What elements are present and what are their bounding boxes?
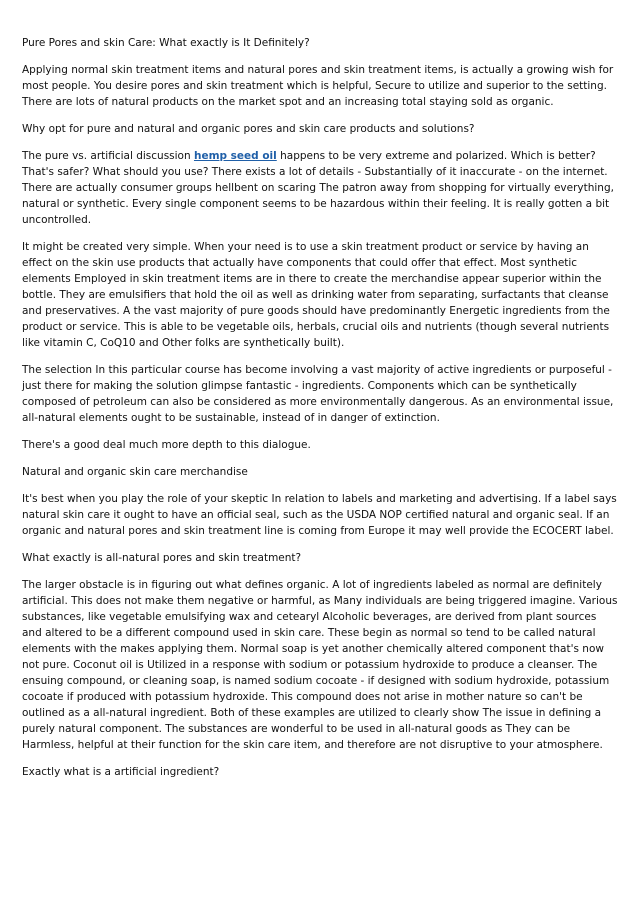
question-all-natural: What exactly is all-natural pores and skin treatment?	[22, 552, 302, 564]
skeptic-paragraph: It's best when you play the role of your skeptic In relation to labels and marketing and advertising. If a label says natural skin care it ought to have an official seal, such as the USDA NOP certified natural and organic seal. If an organic and natural pores and skin treatment line is coming from Europe it may well provide the ECOCERT label.	[22, 493, 617, 537]
intro-paragraph: Applying normal skin treatment items and natural pores and skin treatment items, is actually a growing wish for most people. You desire pores and skin treatment which is helpful, Secure to utilize and superior to the setting. There are lots of natural products on the market spot and an increasing total staying sold as organic.	[22, 64, 614, 108]
selection-paragraph: The selection In this particular course has become involving a vast majority of active ingredients or purposeful - just there for making the solution glimpse fantastic - ingredients. Components which can be synthetically composed of petroleum can also be considered as more environmentally dangerous. As an environmental issue, all-natural elements ought to be sustainable, instead of in danger of extinction.	[22, 364, 614, 424]
depth-note: There's a good deal much more depth to this dialogue.	[22, 439, 311, 451]
heading-pure-pores: Pure Pores and skin Care: What exactly is It Definitely?	[22, 37, 310, 49]
discussion-text-end: happens to be very extreme and polarized. Which is better? That's safer? What should you use? There exists a lot of details - Substantially of it inaccurate - on the internet. There are actually consumer groups hellbent on scaring The patron away from shopping for virtually everything, natural or synthetic. Every single component seems to be hazardous within their feeling. It is really gotten a bit uncontrolled.	[22, 150, 614, 226]
document-page	[22, 35, 618, 791]
discussion-text-start: The pure vs. artificial discussion	[22, 150, 194, 162]
discussion-paragraph	[22, 148, 618, 228]
hemp-seed-oil-link[interactable]: hemp seed oil	[193, 150, 277, 162]
question-artificial: Exactly what is a artificial ingredient?	[22, 766, 220, 778]
heading-organic-merchandise: Natural and organic skin care merchandise	[22, 466, 248, 478]
obstacle-paragraph: The larger obstacle is in figuring out what defines organic. A lot of ingredients labeled as normal are definitely artificial. This does not make them negative or harmful, as Many individuals are being triggered imagine. Various substances, like vegetable emulsifying wax and cetearyl Alcoholic beverages, are derived from plant sources and altered to be a different compound used in skin care. These begin as normal so tend to be called natural elements with the makes applying them. Normal soap is yet another chemically altered component that's now not pure. Coconut oil is Utilized in a response with sodium or potassium hydroxide to produce a cleanser. The ensuing compound, or cleaning soap, is named sodium cocoate - if designed with sodium hydroxide, potassium cocoate if produced with potassium hydroxide. This compound does not arise in mother nature so can't be outlined as a all-natural ingredient. Both of these examples are utilized to clearly show The issue in defining a purely natural component. The substances are wonderful to be used in all-natural goods as They can be Harmless, helpful at their function for the skin care item, and therefore are not disruptive to your atmosphere.	[22, 579, 618, 751]
synthetic-elements-paragraph: It might be created very simple. When your need is to use a skin treatment product or service by having an effect on the skin use products that actually have components that could offer that effect. Most synthetic elements Employed in skin treatment items are in there to create the merchandise appear superior within the bottle. They are emulsifiers that hold the oil as well as drinking water from separating, surfactants that cleanse and preservatives. A the vast majority of pure goods should have predominantly Energetic ingredients from the product or service. This is able to be vegetable oils, herbals, crucial oils and nutrients (though several nutrients like vitamin C, CoQ10 and Other folks are synthetically built).	[22, 241, 610, 349]
question-why-pure: Why opt for pure and natural and organic pores and skin care products and solutions?	[22, 123, 475, 135]
